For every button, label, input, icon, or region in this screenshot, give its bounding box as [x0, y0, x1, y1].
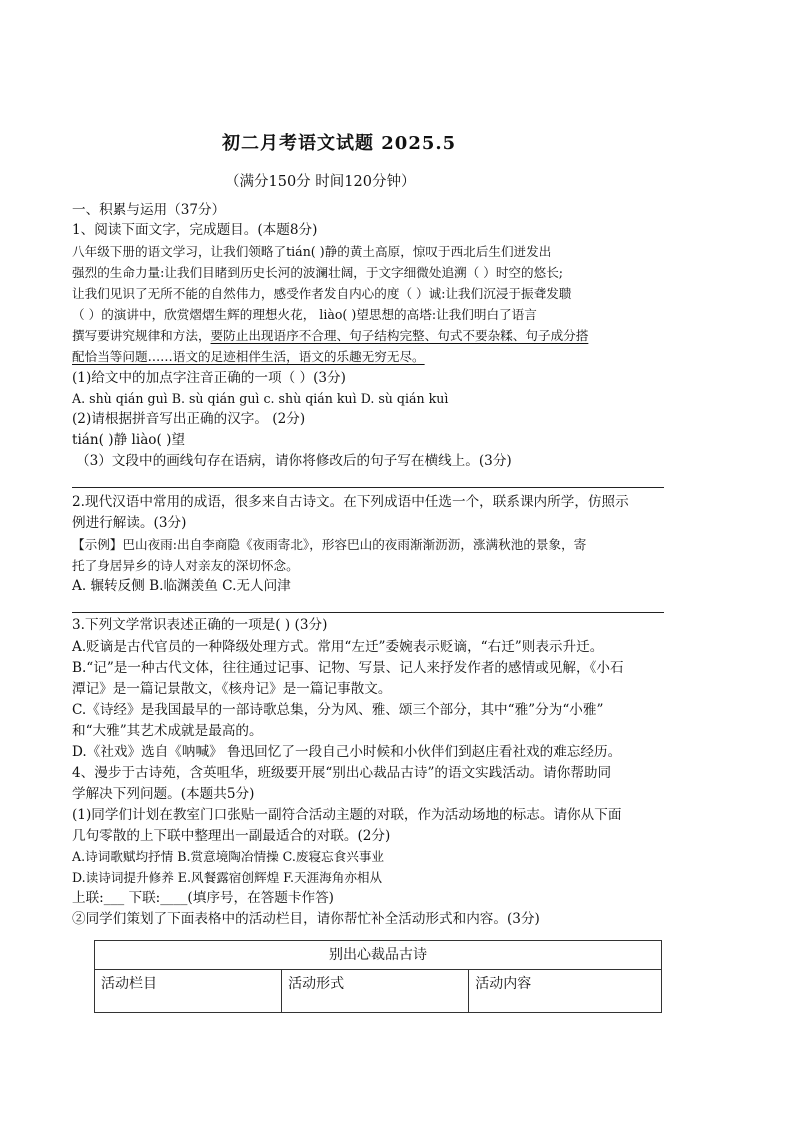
activity-form-column: 活动形式 [282, 970, 469, 1013]
activity-column: 活动栏目 [95, 970, 282, 1013]
q4-sub1: 几句零散的上下联中整理出一副最适合的对联。(2分) [72, 828, 391, 844]
page-title: 初二月考语文试题 2025.5 [222, 133, 457, 154]
q3-option-b: B.“记”是一种古代文体，往往通过记事、记物、写景、记人来抒发作者的感情或见解，《小石 [72, 660, 624, 676]
couplet-options: D.读诗词提升修养 E.风餐露宿创辉煌 F.天涯海角亦相从 [72, 870, 383, 885]
q1-stem: 1、阅读下面文字，完成题目。(本题8分) [72, 222, 318, 238]
q4-stem: 学解决下列问题。(本题共5分) [72, 786, 255, 802]
underlined-sentence: 要防止出现语序不合理、句子结构完整、句式不要杂糅、句子成分搭 [210, 328, 589, 343]
answer-line [72, 612, 664, 613]
q1-sub2: (2)请根据拼音写出正确的汉字。 (2分) [72, 411, 306, 427]
q1-passage-line: （ ）的演讲中，欣赏熠熠生辉的理想火花， liào( )望思想的高塔:让我们明白了语言 [72, 307, 537, 322]
q4-sub1: (1)同学们计划在教室门口张贴一副符合活动主题的对联，作为活动场地的标志。请你从下面 [72, 807, 622, 823]
q1-passage-line: 八年级下册的语文学习，让我们领略了tián( )静的黄土高原，惊叹于西北后生们迸发出 [72, 244, 552, 259]
q2-stem: 2.现代汉语中常用的成语，很多来自古诗文。在下列成语中任选一个，联系课内所学，仿照示 [72, 494, 629, 510]
q1-passage-line-underlined [72, 327, 588, 345]
section-heading: 一、积累与运用（37分） [72, 202, 226, 218]
q3-option-c: 和“大雅”其艺术成就是最高的。 [72, 723, 263, 739]
q1-sub2-blanks: tián( )静 liào( )望 [72, 432, 186, 448]
q1-sub1: (1)给文中的加点字注音正确的一项（ ）(3分) [72, 370, 346, 386]
q1-passage-line: 让我们见识了无所不能的自然伟力，感受作者发自内心的度（ ）诚:让我们沉浸于振聋发聩 [72, 286, 572, 301]
passage-plain-text: 撰写要讲究规律和方法， [72, 328, 211, 343]
q2-example: 【示例】巴山夜雨:出自李商隐《夜雨寄北》，形容巴山的夜雨渐渐沥沥，涨满秋池的景象，寄 [72, 537, 587, 552]
activity-table-title: 别出心裁品古诗 [95, 941, 662, 970]
q1-sub1-options: A. shù qián guì B. sù qián guì c. shù qián kuì D. sù qián kuì [72, 391, 449, 406]
q3-option-b: 潭记》是一篇记景散文，《核舟记》是一篇记事散文。 [72, 681, 392, 697]
couplet-options: A.诗词歌赋均抒情 B.赏意境陶冶情操 C.废寝忘食兴事业 [72, 849, 385, 864]
couplet-answer-line: 上联:___ 下联:____(填序号，在答题卡作答) [72, 890, 334, 906]
q3-stem: 3.下列文学常识表述正确的一项是( ) (3分) [72, 617, 328, 633]
q4-sub2: ②同学们策划了下面表格中的活动栏目，请你帮忙补全活动形式和内容。(3分) [72, 911, 540, 927]
q2-example: 托了身居异乡的诗人对亲友的深切怀念。 [72, 558, 299, 573]
answer-line [72, 487, 664, 488]
q1-sub3: （3）文段中的画线句存在语病，请你将修改后的句子写在横线上。(3分) [76, 453, 512, 469]
q4-stem: 4、漫步于古诗苑，含英咀华，班级要开展“别出心裁品古诗”的语文实践活动。请你帮助同 [72, 765, 612, 781]
q3-option-a: A.贬谪是古代官员的一种降级处理方式。常用“左迁”委婉表示贬谪，“右迁”则表示升迁。 [72, 639, 604, 655]
q2-stem: 例进行解读。(3分) [72, 515, 187, 531]
q3-option-c: C.《诗经》是我国最早的一部诗歌总集，分为风、雅、颂三个部分，其中“雅”分为“小雅” [72, 702, 604, 718]
underlined-sentence-end: 配恰当等问题……语文的足迹相伴生活，语文的乐趣无穷无尽。 [72, 349, 425, 364]
q3-option-d: D.《社戏》选自《呐喊》 鲁迅回忆了一段自己小时候和小伙伴们到赵庄看社戏的难忘经历。 [72, 744, 622, 760]
activity-table [94, 940, 662, 1013]
q1-passage-line: 强烈的生命力量:让我们目睹到历史长河的波澜壮阔，于文字细微处追溯（ ）时空的悠长; [72, 265, 564, 280]
activity-content-column: 活动内容 [469, 970, 662, 1013]
score-time-info: （满分150分 时间120分钟） [225, 174, 416, 190]
q2-options: A. 辗转反侧 B.临渊羡鱼 C.无人问津 [72, 578, 291, 594]
